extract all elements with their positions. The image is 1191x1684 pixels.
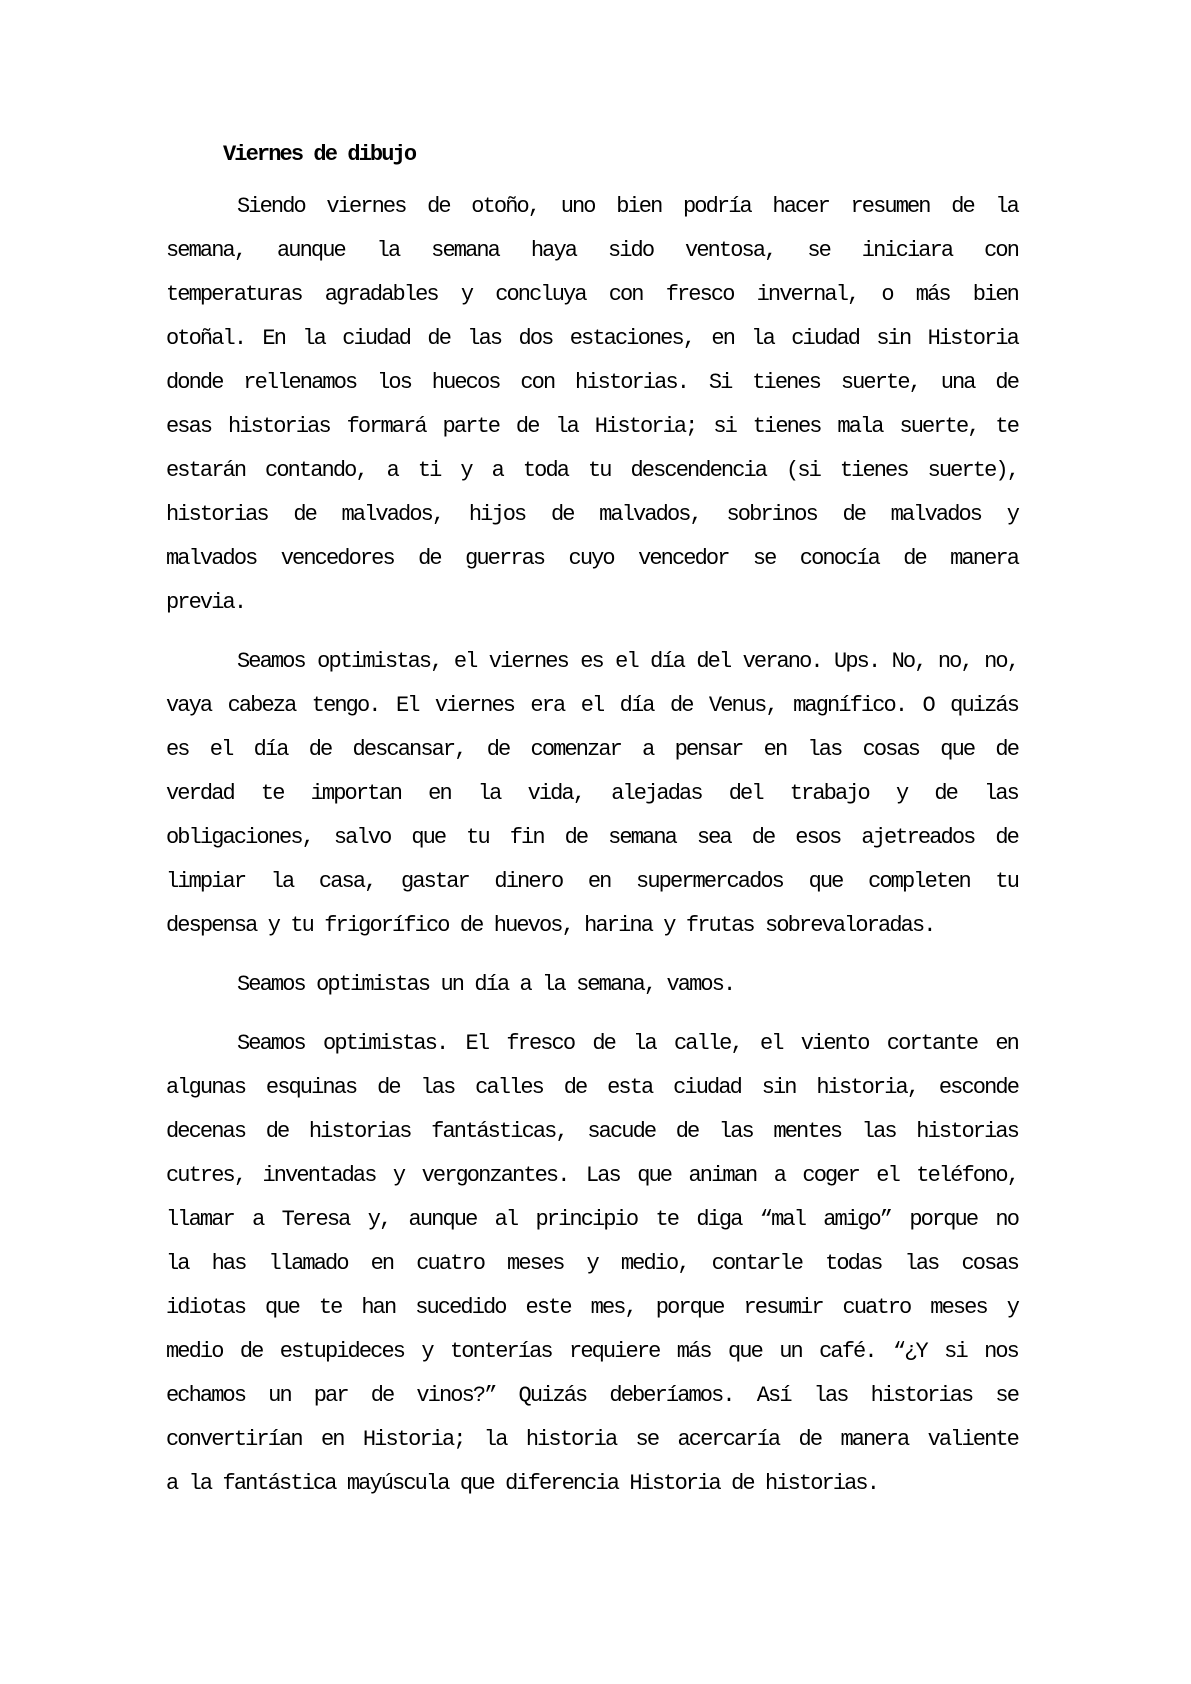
paragraph-4 xyxy=(166,1022,1018,1506)
text-line: previa. xyxy=(166,590,246,615)
text-line: temperaturas agradables y concluya con fresco invernal, o más bien xyxy=(166,282,1018,307)
text-line: es el día de descansar, de comenzar a pensar en las cosas que de xyxy=(166,737,1018,762)
text-line: decenas de historias fantásticas, sacude de las mentes las historias xyxy=(166,1119,1018,1144)
text-line: esas historias formará parte de la Historia; si tienes mala suerte, te xyxy=(166,414,1018,439)
text-line: llamar a Teresa y, aunque al principio te diga “mal amigo” porque no xyxy=(166,1207,1018,1232)
document-content xyxy=(166,133,1018,1506)
text-line: obligaciones, salvo que tu fin de semana sea de esos ajetreados de xyxy=(166,825,1018,850)
text-line: la has llamado en cuatro meses y medio, contarle todas las cosas xyxy=(166,1251,1018,1276)
text-line: echamos un par de vinos?” Quizás deberíamos. Así las historias se xyxy=(166,1383,1018,1408)
text-line: vaya cabeza tengo. El viernes era el día de Venus, magnífico. O quizás xyxy=(166,693,1018,718)
text-line: semana, aunque la semana haya sido ventosa, se iniciara con xyxy=(166,238,1018,263)
text-line: estarán contando, a ti y a toda tu descendencia (si tienes suerte), xyxy=(166,458,1018,483)
text-line: a la fantástica mayúscula que diferencia Historia de historias. xyxy=(166,1471,879,1496)
text-line: Seamos optimistas, el viernes es el día del verano. Ups. No, no, no, xyxy=(237,649,1018,674)
text-line: donde rellenamos los huecos con historias. Si tienes suerte, una de xyxy=(166,370,1018,395)
text-line: idiotas que te han sucedido este mes, porque resumir cuatro meses y xyxy=(166,1295,1018,1320)
text-line: verdad te importan en la vida, alejadas del trabajo y de las xyxy=(166,781,1018,806)
paragraph-3 xyxy=(166,963,1018,1007)
text-line: cutres, inventadas y vergonzantes. Las que animan a coger el teléfono, xyxy=(166,1163,1018,1188)
paragraph-2 xyxy=(166,640,1018,948)
text-line: malvados vencedores de guerras cuyo vencedor se conocía de manera xyxy=(166,546,1018,571)
text-line: otoñal. En la ciudad de las dos estaciones, en la ciudad sin Historia xyxy=(166,326,1018,351)
paragraph-1 xyxy=(166,185,1018,625)
text-line: Siendo viernes de otoño, uno bien podría hacer resumen de la xyxy=(237,194,1018,219)
page-title: Viernes de dibujo xyxy=(223,142,416,167)
text-line: limpiar la casa, gastar dinero en supermercados que completen tu xyxy=(166,869,1018,894)
text-line: Seamos optimistas un día a la semana, vamos. xyxy=(237,972,735,997)
text-line: Seamos optimistas. El fresco de la calle, el viento cortante en xyxy=(237,1031,1018,1056)
text-line: historias de malvados, hijos de malvados, sobrinos de malvados y xyxy=(166,502,1018,527)
text-line: despensa y tu frigorífico de huevos, harina y frutas sobrevaloradas. xyxy=(166,913,935,938)
text-line: convertirían en Historia; la historia se acercaría de manera valiente xyxy=(166,1427,1018,1452)
text-line: medio de estupideces y tonterías requiere más que un café. “¿Y si nos xyxy=(166,1339,1018,1364)
text-line: algunas esquinas de las calles de esta ciudad sin historia, esconde xyxy=(166,1075,1018,1100)
